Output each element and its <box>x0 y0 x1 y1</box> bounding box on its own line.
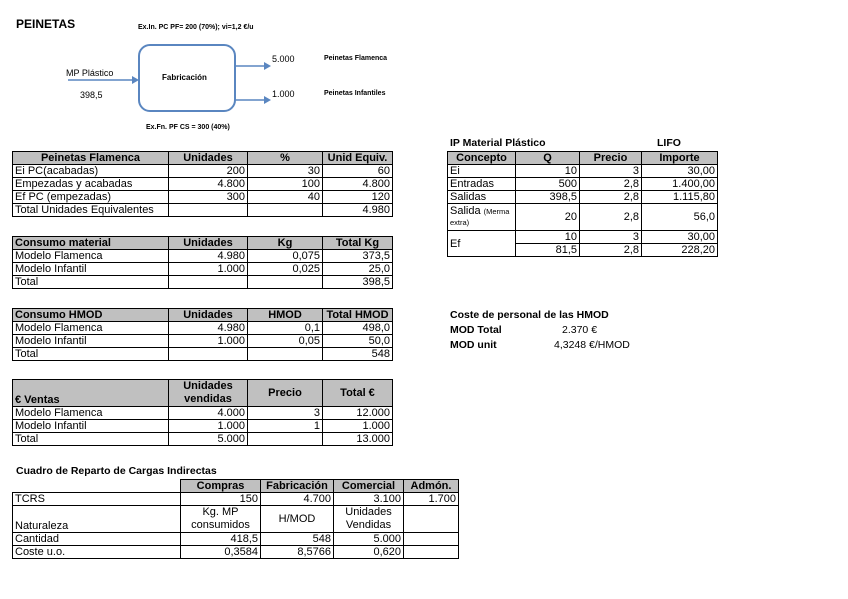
cell: 500 <box>516 178 580 191</box>
col-header-line: Unidades <box>183 380 233 392</box>
table-row <box>13 178 393 191</box>
mod-total-label: MOD Total <box>450 324 502 336</box>
cell: 30,00 <box>642 165 718 178</box>
col-header: € Ventas <box>13 380 169 407</box>
cell: 150 <box>181 493 261 506</box>
cell: 418,5 <box>181 533 261 546</box>
cell: 5.000 <box>334 533 404 546</box>
cell: 3 <box>248 407 323 420</box>
cell: 1.400,00 <box>642 178 718 191</box>
cell: Modelo Infantil <box>13 263 169 276</box>
output-2-value: 1.000 <box>272 89 295 99</box>
table-row <box>448 165 718 178</box>
col-header: Importe <box>642 152 718 165</box>
cell: Modelo Flamenca <box>13 322 169 335</box>
process-label: Fabricación <box>162 73 207 82</box>
table-row <box>448 231 718 244</box>
sales-table <box>12 379 393 446</box>
cell: 30,00 <box>642 231 718 244</box>
col-header: Consumo material <box>13 237 169 250</box>
cell: Modelo Flamenca <box>13 407 169 420</box>
cell: Ef <box>448 231 516 257</box>
cell: 498,0 <box>323 322 393 335</box>
table-row <box>13 506 459 533</box>
cell: 373,5 <box>323 250 393 263</box>
mod-unit-label: MOD unit <box>450 339 497 351</box>
col-header: Admón. <box>404 480 459 493</box>
hmod-consumption-table <box>12 308 393 361</box>
inventory-table <box>447 151 718 257</box>
total-value: 398,5 <box>323 276 393 289</box>
cell: Empezadas y acabadas <box>13 178 169 191</box>
cell <box>448 204 516 231</box>
cell: 2,8 <box>580 191 642 204</box>
input-label: MP Plástico <box>66 68 114 78</box>
cell-line: Kg. MP <box>202 506 239 518</box>
table-row <box>13 493 459 506</box>
cell: 4.800 <box>169 178 248 191</box>
cell: Salidas <box>448 191 516 204</box>
cell: 0,620 <box>334 546 404 559</box>
cell: 60 <box>323 165 393 178</box>
table-row <box>13 420 393 433</box>
cell: 548 <box>261 533 334 546</box>
final-inventory-note: Ex.Fn. PF CS = 300 (40%) <box>146 124 230 131</box>
cell: Ef PC (empezadas) <box>13 191 169 204</box>
cell: 20 <box>516 204 580 231</box>
mod-unit-value: 4,3248 €/HMOD <box>554 339 630 351</box>
table-row <box>13 546 459 559</box>
flow-arrows <box>0 0 300 120</box>
cell: Ei PC(acabadas) <box>13 165 169 178</box>
cell: 30 <box>248 165 323 178</box>
input-value: 398,5 <box>80 90 103 100</box>
cell: Modelo Flamenca <box>13 250 169 263</box>
cost-distribution-table <box>12 479 459 559</box>
cell: 12.000 <box>323 407 393 420</box>
row-label: TCRS <box>13 493 181 506</box>
cell: 200 <box>169 165 248 178</box>
col-header: Unidades <box>169 309 248 322</box>
total-label: Total <box>13 433 169 446</box>
total-row <box>13 204 393 217</box>
material-consumption-table <box>12 236 393 289</box>
table-row <box>448 204 718 231</box>
total-value: 4.980 <box>323 204 393 217</box>
table-row <box>13 263 393 276</box>
col-header: Q <box>516 152 580 165</box>
table-row <box>13 335 393 348</box>
col-header: Total Kg <box>323 237 393 250</box>
cell: 1.000 <box>169 263 248 276</box>
col-header: Fabricación <box>261 480 334 493</box>
total-value: 13.000 <box>323 433 393 446</box>
col-header: Peinetas Flamenca <box>13 152 169 165</box>
row-label: Coste u.o. <box>13 546 181 559</box>
cell: 120 <box>323 191 393 204</box>
col-header: Unidades <box>169 152 248 165</box>
cell: 0,05 <box>248 335 323 348</box>
col-header: Precio <box>248 380 323 407</box>
table-row <box>448 178 718 191</box>
cell: 4.980 <box>169 322 248 335</box>
cell: H/MOD <box>261 506 334 533</box>
col-header-line: vendidas <box>184 393 232 405</box>
col-header-units <box>169 380 248 407</box>
cell: 10 <box>516 231 580 244</box>
merma-note: (Merma extra) <box>450 207 510 227</box>
personal-title: Coste de personal de las HMOD <box>450 309 609 321</box>
cell: 0,1 <box>248 322 323 335</box>
cell: 81,5 <box>516 244 580 257</box>
ip-title: IP Material Plástico <box>450 137 546 149</box>
col-header: Total HMOD <box>323 309 393 322</box>
merma-label: Salida <box>450 205 481 217</box>
row-label: Cantidad <box>13 533 181 546</box>
cell: 40 <box>248 191 323 204</box>
cell-line: consumidos <box>191 519 250 531</box>
total-value: 548 <box>323 348 393 361</box>
cell: 0,3584 <box>181 546 261 559</box>
cell: 300 <box>169 191 248 204</box>
cell: 8,5766 <box>261 546 334 559</box>
cell: 1.000 <box>169 335 248 348</box>
cell: 4.980 <box>169 250 248 263</box>
col-header: HMOD <box>248 309 323 322</box>
cell: 2,8 <box>580 204 642 231</box>
cell: 56,0 <box>642 204 718 231</box>
cell: Modelo Infantil <box>13 335 169 348</box>
cell: Entradas <box>448 178 516 191</box>
total-row <box>13 433 393 446</box>
cell: 398,5 <box>516 191 580 204</box>
total-label: Total <box>13 348 169 361</box>
cell: 0,025 <box>248 263 323 276</box>
total-label: Total <box>13 276 169 289</box>
total-units: 5.000 <box>169 433 248 446</box>
cell <box>334 506 404 533</box>
col-header: Concepto <box>448 152 516 165</box>
cell: 1.000 <box>169 420 248 433</box>
reparto-title: Cuadro de Reparto de Cargas Indirectas <box>16 465 217 477</box>
col-header: Consumo HMOD <box>13 309 169 322</box>
total-label: Total Unidades Equivalentes <box>13 204 169 217</box>
cell-line: Vendidas <box>345 519 392 531</box>
col-header: Kg <box>248 237 323 250</box>
cell: 228,20 <box>642 244 718 257</box>
equivalent-units-table <box>12 151 393 217</box>
cell: 3 <box>580 165 642 178</box>
output-2-label: Peinetas Infantiles <box>324 90 386 97</box>
table-row <box>13 533 459 546</box>
output-1-value: 5.000 <box>272 54 295 64</box>
ip-method: LIFO <box>657 137 681 149</box>
table-row <box>13 407 393 420</box>
cell: Ei <box>448 165 516 178</box>
col-header: Unid Equiv. <box>323 152 393 165</box>
cell: 1.115,80 <box>642 191 718 204</box>
cell: 1.000 <box>323 420 393 433</box>
initial-inventory-note: Ex.In. PC PF= 200 (70%); vi=1,2 €/u <box>138 24 254 31</box>
cell: 2,8 <box>580 178 642 191</box>
col-header: Comercial <box>334 480 404 493</box>
table-row <box>448 191 718 204</box>
cell: 25,0 <box>323 263 393 276</box>
cell <box>181 506 261 533</box>
cell: Modelo Infantil <box>13 420 169 433</box>
total-row <box>13 276 393 289</box>
cell: 4.700 <box>261 493 334 506</box>
col-header: Total € <box>323 380 393 407</box>
cell: 50,0 <box>323 335 393 348</box>
mod-total-value: 2.370 € <box>562 324 598 336</box>
col-header: Compras <box>181 480 261 493</box>
cell: 0,075 <box>248 250 323 263</box>
table-row <box>13 322 393 335</box>
output-1-label: Peinetas Flamenca <box>324 55 388 62</box>
table-row <box>13 191 393 204</box>
col-header: Precio <box>580 152 642 165</box>
row-label: Naturaleza <box>13 506 181 533</box>
page-title: PEINETAS <box>16 17 76 31</box>
cell: 2,8 <box>580 244 642 257</box>
cell: 4.800 <box>323 178 393 191</box>
cell: 1 <box>248 420 323 433</box>
cell: 100 <box>248 178 323 191</box>
col-header: % <box>248 152 323 165</box>
cell: 4.000 <box>169 407 248 420</box>
total-row <box>13 348 393 361</box>
col-header: Unidades <box>169 237 248 250</box>
cell: 1.700 <box>404 493 459 506</box>
table-row <box>13 250 393 263</box>
cell: 3.100 <box>334 493 404 506</box>
cell: 10 <box>516 165 580 178</box>
cell: 3 <box>580 231 642 244</box>
cell-line: Unidades <box>345 506 392 518</box>
table-row <box>13 165 393 178</box>
